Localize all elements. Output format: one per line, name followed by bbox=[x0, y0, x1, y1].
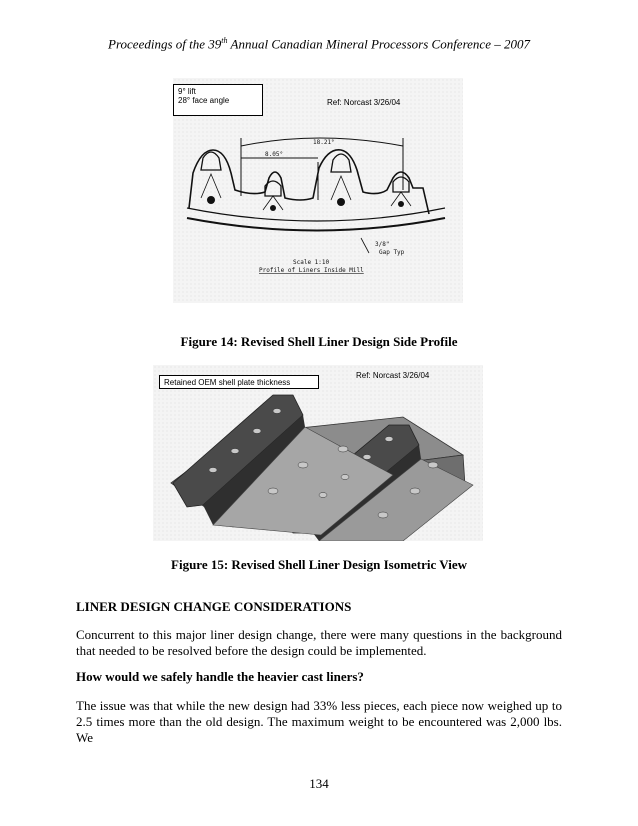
annotation-lift: 9° lift bbox=[178, 87, 196, 96]
scale-label: Scale 1:10 bbox=[293, 259, 330, 266]
header-superscript: th bbox=[221, 36, 228, 45]
figure14-reference: Ref: Norcast 3/26/04 bbox=[327, 98, 401, 107]
annotation-face-angle: 28° face angle bbox=[178, 96, 230, 105]
figure15-reference: Ref: Norcast 3/26/04 bbox=[356, 371, 430, 380]
header-text: Proceedings of the 39 bbox=[108, 36, 222, 52]
header-text-rest: Annual Canadian Mineral Processors Conference – 2007 bbox=[227, 36, 530, 52]
shell-plate-annotation: Retained OEM shell plate thickness bbox=[159, 375, 319, 389]
figure-14-side-profile bbox=[173, 78, 463, 303]
liner-isometric-drawing bbox=[153, 365, 483, 541]
profile-label: Profile of Liners Inside Mill bbox=[259, 267, 364, 274]
lift-angle-annotation bbox=[173, 84, 263, 116]
section-heading: LINER DESIGN CHANGE CONSIDERATIONS bbox=[76, 599, 352, 614]
gap-label: Gap Typ bbox=[379, 249, 405, 256]
page-number: 134 bbox=[309, 776, 329, 791]
dimension-short: 8.05° bbox=[265, 151, 284, 158]
figure-14-caption: Figure 14: Revised Shell Liner Design Side Profile bbox=[180, 334, 458, 349]
dimension-long: 18.21° bbox=[313, 139, 335, 146]
gap-value: 3/8" bbox=[375, 241, 390, 248]
figure-15-caption: Figure 15: Revised Shell Liner Design Isometric View bbox=[171, 557, 467, 572]
figure-15-isometric-view bbox=[153, 365, 483, 541]
paragraph-issue: The issue was that while the new design had 33% less pieces, each piece now weighed up to 2.5 times more than the old design. The maximum weight to be encountered was 2,000 lbs. We bbox=[76, 698, 562, 745]
paragraph-concurrent: Concurrent to this major liner design change, there were many questions in the background that needed to be resolved before the design could be implemented. bbox=[76, 627, 562, 658]
running-header bbox=[0, 36, 638, 52]
subheading-handling: How would we safely handle the heavier cast liners? bbox=[76, 669, 364, 684]
